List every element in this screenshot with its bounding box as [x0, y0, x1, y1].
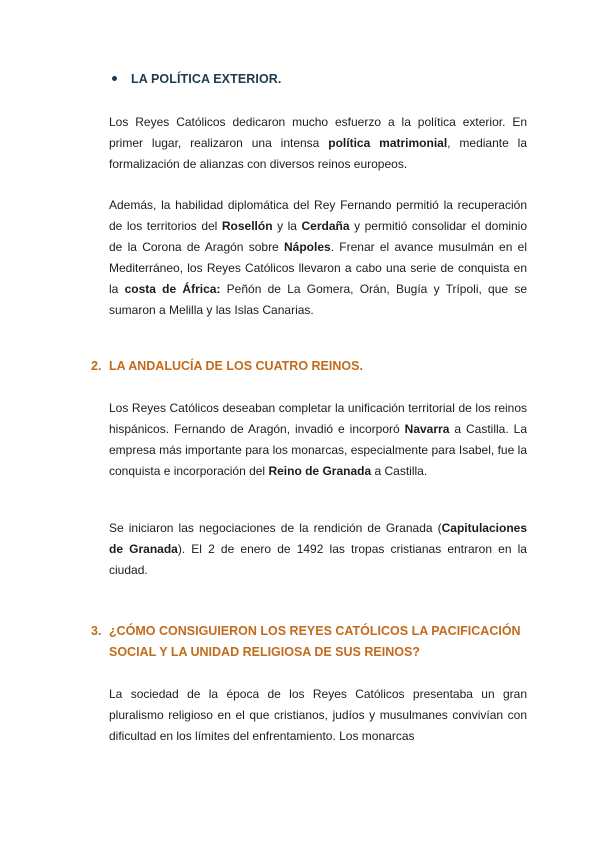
text-run: Los Reyes Católicos dedicaron mucho esfuerzo a la política exterior. En primer lugar, realizaron una intensa — [109, 115, 527, 150]
text-run: ). El 2 de enero de 1492 las tropas cristianas entraron en la ciudad. — [109, 542, 527, 577]
bold-run: Cerdaña — [301, 219, 350, 233]
text-run: Peñón de La Gomera, Orán, Bugía y Trípoli, que se sumaron a Melilla y las Islas Canarias. — [109, 282, 527, 317]
text-run: , mediante la formalización de alianzas con diversos reinos europeos. — [109, 136, 527, 171]
paragraph-unificacion — [109, 398, 527, 482]
text-run: y permitió consolidar el dominio de la Corona de Aragón sobre — [109, 219, 527, 254]
bold-run: Nápoles — [284, 240, 331, 254]
bold-run: Navarra — [404, 422, 450, 436]
text-run: La sociedad de la época de los Reyes Católicos presentaba un gran pluralismo religioso en el que cristianos, judíos y musulmanes convivían con dificultad en los límites del enfrentamiento. Los monarcas — [109, 687, 527, 743]
bullet-heading-text: LA POLÍTICA EXTERIOR. — [131, 72, 282, 86]
section-title: ¿CÓMO CONSIGUIERON LOS REYES CATÓLICOS LA PACIFICACIÓN SOCIAL Y LA UNIDAD RELIGIOSA DE SUS REINOS? — [109, 624, 521, 659]
paragraph-pluralismo — [109, 684, 527, 747]
bold-run: Rosellón — [221, 219, 273, 233]
text-run: a Castilla. La empresa más importante para los monarcas, especialmente para Isabel, fue la conquista e incorporación del — [109, 422, 527, 478]
paragraph-politica-matrimonial — [109, 112, 527, 175]
section-number: 3. — [91, 624, 102, 638]
bold-run: Capitulaciones de Granada — [109, 521, 527, 556]
section-number: 2. — [91, 359, 102, 373]
text-run: Los Reyes Católicos deseaban completar la unificación territorial de los reinos hispánicos. Fernando de Aragón, invadió e incorporó — [109, 401, 527, 436]
text-run: Además, la habilidad diplomática del Rey Fernando permitió la recuperación de los territorios del — [109, 198, 527, 233]
paragraph-diplomacia — [109, 195, 527, 321]
bold-run: política matrimonial — [328, 136, 448, 150]
text-run: . Frenar el avance musulmán en el Mediterráneo, los Reyes Católicos llevaron a cabo una serie de conquista en la — [109, 240, 527, 296]
bullet-heading — [112, 72, 281, 86]
bold-run: costa de África: — [124, 282, 221, 296]
paragraph-granada — [109, 518, 527, 581]
section-heading-2 — [91, 356, 531, 377]
bullet-dot-icon — [112, 76, 117, 81]
text-run: Se iniciaron las negociaciones de la rendición de Granada ( — [109, 521, 442, 535]
section-title: LA ANDALUCÍA DE LOS CUATRO REINOS. — [109, 359, 363, 373]
text-run: a Castilla. — [371, 464, 428, 478]
text-run: y la — [272, 219, 302, 233]
bold-run: Reino de Granada — [268, 464, 372, 478]
section-heading-3 — [91, 621, 531, 663]
